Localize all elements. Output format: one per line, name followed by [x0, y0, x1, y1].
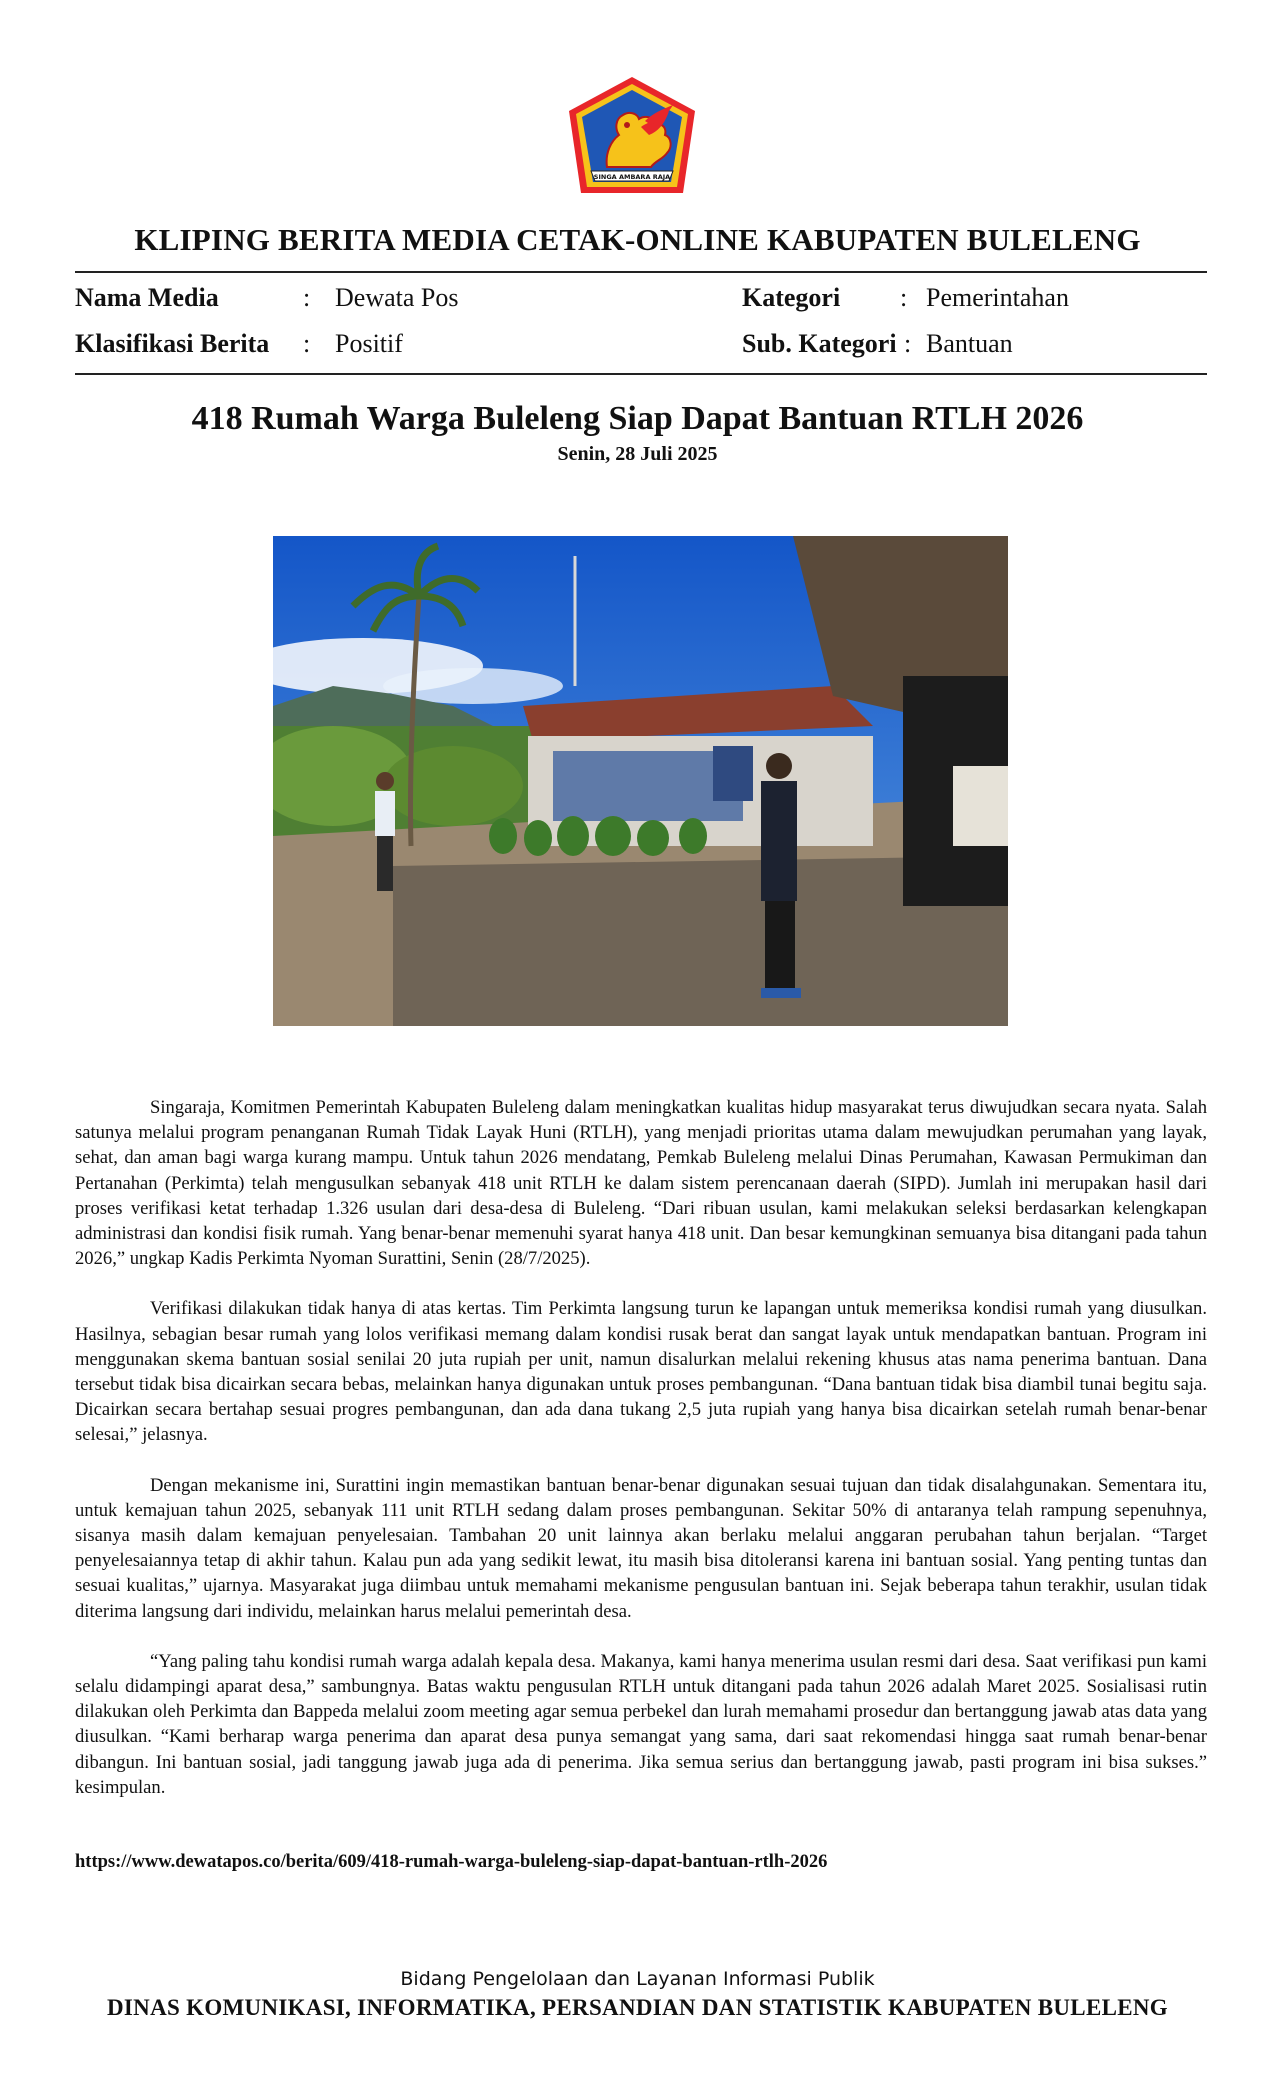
clipping-header-title: KLIPING BERITA MEDIA CETAK-ONLINE KABUPATEN BULELENG	[134, 222, 1141, 257]
klasifikasi-value: Positif	[335, 329, 403, 358]
singa-ambara-raja-emblem-icon	[565, 75, 699, 201]
nama-media-value: Dewata Pos	[335, 283, 459, 312]
article-date: Senin, 28 Juli 2025	[557, 443, 718, 465]
article-paragraph: Singaraja, Komitmen Pemerintah Kabupaten Buleleng dalam meningkatkan kualitas hidup masyarakat terus diwujudkan secara nyata. Salah satunya melalui program penanganan Rumah Tidak Layak Huni (RTLH), yang menjadi prioritas utama dalam mewujudkan perumahan yang layak, sehat, dan aman bagi warga kurang mampu. Untuk tahun 2026 mendatang, Pemkab Buleleng melalui Dinas Perumahan, Kawasan Permukiman dan Pertanahan (Perkimta) telah mengusulkan sebanyak 418 unit RTLH ke dalam sistem perencanaan daerah (SIPD). Jumlah ini merupakan hasil dari proses verifikasi ketat terhadap 1.326 usulan dari desa-desa di Buleleng. “Dari ribuan usulan, kami melakukan seleksi berdasarkan kelengkapan administrasi dan kondisi fisik rumah. Yang benar-benar memenuhi syarat hanya 418 unit. Dan besar kemungkinan semuanya bisa ditangani pada tahun 2026,” ungkap Kadis Perkimta Nyoman Surattini, Senin (28/7/2025).	[75, 1097, 1207, 1270]
header-bottom-divider	[75, 373, 1207, 375]
article-paragraph: Dengan mekanisme ini, Surattini ingin memastikan bantuan benar-benar digunakan sesuai tujuan dan tidak disalahgunakan. Sementara itu, untuk kemajuan tahun 2025, sebanyak 111 unit RTLH sedang dalam proses pembangunan. Sekitar 50% di antaranya telah rampung sepenuhnya, sisanya masih dalam kemajuan penyelesaian. Tambahan 20 unit lainnya akan berlaku melalui anggaran perubahan tahun berjalan. “Target penyelesaiannya tetap di akhir tahun. Kalau pun ada yang sedikit lewat, itu masih bisa ditoleransi karena ini bantuan sosial. Yang penting tuntas dan sesuai kualitas,” ujarnya. Masyarakat juga diimbau untuk memahami mekanisme pengusulan bantuan ini. Sejak beberapa tahun terakhir, usulan tidak diterima langsung dari individu, melainkan harus melalui pemerintah desa.	[75, 1474, 1207, 1622]
sub-kategori-value: Bantuan	[926, 329, 1013, 358]
nama-media-colon: :	[303, 283, 311, 312]
kategori-value: Pemerintahan	[926, 283, 1069, 312]
buleleng-emblem-logo	[565, 75, 699, 201]
kategori-label: Kategori	[742, 283, 841, 312]
article-paragraph: “Yang paling tahu kondisi rumah warga adalah kepala desa. Makanya, kami hanya menerima usulan resmi dari desa. Saat verifikasi pun kami selalu didampingi aparat desa,” sambungnya. Batas waktu pengusulan RTLH untuk ditangani pada tahun 2026 adalah Maret 2025. Sosialisasi rutin dilakukan oleh Perkimta dan Bappeda melalui zoom meeting agar semua perbekel dan lurah memahami prosedur dan bertanggung jawab atas data yang diusulkan. “Kami berharap warga penerima dan aparat desa punya semangat yang sama, dari saat rekomendasi hingga saat rumah benar-benar dibangun. Ini bantuan sosial, jadi tanggung jawab juga ada di penerima. Jika semua serius dan bertanggung jawab, pasti program ini bisa sukses.” kesimpulan.	[75, 1650, 1207, 1798]
sub-kategori-colon: :	[904, 329, 912, 358]
kategori-colon: :	[900, 283, 908, 312]
article-body	[75, 1095, 1207, 1825]
header-top-divider	[75, 271, 1207, 273]
source-url: https://www.dewatapos.co/berita/609/418-rumah-warga-buleleng-siap-dapat-bantuan-rtlh-2026	[75, 1852, 828, 1872]
sub-kategori-label: Sub. Kategori	[742, 329, 897, 358]
klasifikasi-label: Klasifikasi Berita	[75, 329, 270, 358]
footer-agency: DINAS KOMUNIKASI, INFORMATIKA, PERSANDIAN DAN STATISTIK KABUPATEN BULELENG	[107, 1995, 1168, 2020]
house-inspection-photo	[273, 536, 1008, 1026]
nama-media-label: Nama Media	[75, 283, 219, 312]
article-title: 418 Rumah Warga Buleleng Siap Dapat Bantuan RTLH 2026	[191, 400, 1084, 437]
article-paragraph: Verifikasi dilakukan tidak hanya di atas kertas. Tim Perkimta langsung turun ke lapangan untuk memeriksa kondisi rumah yang diusulkan. Hasilnya, sebagian besar rumah yang lolos verifikasi memang dalam kondisi rusak berat dan sangat layak untuk mendapatkan bantuan. Program ini menggunakan skema bantuan sosial senilai 20 juta rupiah per unit, namun disalurkan melalui rekening khusus atas nama penerima bantuan. Dana tersebut tidak bisa dicairkan secara bebas, melainkan hanya digunakan untuk proses pembangunan. “Dana bantuan tidak bisa diambil tunai begitu saja. Dicairkan secara bertahap sesuai progres pembangunan, dan ada dana tukang 2,5 juta rupiah yang hanya bisa dicairkan setelah rumah benar-benar selesai,” jelasnya.	[75, 1298, 1207, 1446]
klasifikasi-colon: :	[303, 329, 311, 358]
svg-text:SINGA AMBARA RAJA: SINGA AMBARA RAJA	[593, 173, 671, 181]
article-photo	[273, 536, 1008, 1026]
footer-department: Bidang Pengelolaan dan Layanan Informasi Publik	[400, 1968, 875, 1990]
